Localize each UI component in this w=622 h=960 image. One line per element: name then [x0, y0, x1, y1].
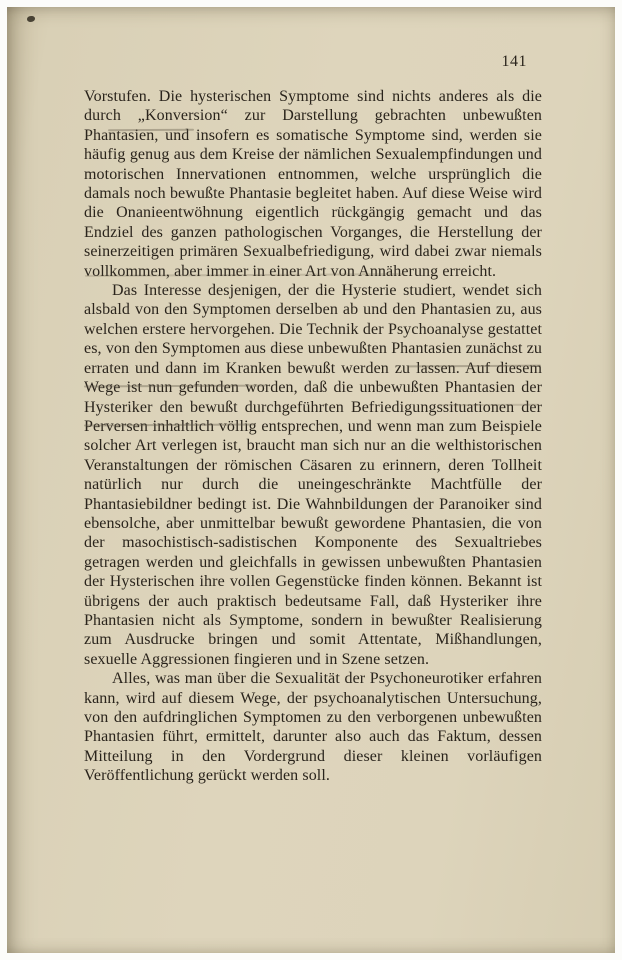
- body-text: [84, 87, 542, 786]
- page-number: 141: [501, 53, 527, 70]
- scan-speck: [27, 16, 35, 22]
- paragraph: Alles, was man über die Sexualität der Psychoneurotiker erfahren kann, wird auf diesem Wege, der psychoanalytischen Untersuchung, von den aufdringlichen Symptomen zu den verborgenen unbewußten Phantasien führt, ermittelt, darunter also auch das Faktum, dessen Mitteilung in den Vordergrund dieser kleinen vorläufigen Veröffentlichung gerückt werden soll.: [84, 670, 542, 785]
- paragraph: Vorstufen. Die hysterischen Symptome sind nichts anderes als die durch „Konversion“ zur Darstellung gebrachten unbewußten Phantasien, und insofern es somatische Symptome sind, werden sie häufig genug aus dem Kreise der nämlichen Sexualempfindungen und motorischen Innervationen entnommen, welche ursprünglich die damals noch bewußte Phantasie begleitet haben. Auf diese Weise wird die Onanieentwöhnung eigentlich rückgängig gemacht und das Endziel des ganzen pathologischen Vorganges, die Herstellung der seinerzeitigen primären Sexualbefriedigung, wird dabei zwar niemals vollkommen, aber immer in einer Art von Annäherung erreicht.: [84, 88, 542, 280]
- paragraph: Das Interesse desjenigen, der die Hysterie studiert, wendet sich alsbald von den Symptomen derselben ab und den Phantasien zu, aus welchen erstere hervorgehen. Die Technik der Psychoanalyse gestattet es, von den Symptomen aus diese unbewußten Phantasien zunächst zu erraten und dann im Kranken bewußt werden zu lassen. Auf diesem Wege ist nun gefunden worden, daß die unbewußten Phantasien der Hysteriker den bewußt durchgeführten Befriedigungssituationen der Perversen inhaltlich völlig entsprechen, und wenn man zum Beispiele solcher Art verlegen ist, braucht man sich nur an die welthistorischen Veranstaltungen der römischen Cäsaren zu erinnern, deren Tollheit natürlich nur durch die uneingeschränkte Machtfülle der Phantasiebildner bedingt ist. Die Wahnbildungen der Paranoiker sind ebensolche, aber unmittelbar bewußt gewordene Phantasien, die von der masochistisch-sadistischen Komponente des Sexualtriebes getragen werden und gleichfalls in gewissen unbewußten Phantasien der Hysterischen ihre vollen Gegenstücke finden können. Bekannt ist übrigens der auch praktisch bedeutsame Fall, daß Hysteriker ihre Phantasien nicht als Symptome, sondern in bewußter Realisierung zum Ausdrucke bringen und somit Attentate, Mißhandlungen, sexuelle Aggressionen fingieren und in Szene setzen.: [84, 282, 542, 668]
- book-page: [7, 7, 615, 953]
